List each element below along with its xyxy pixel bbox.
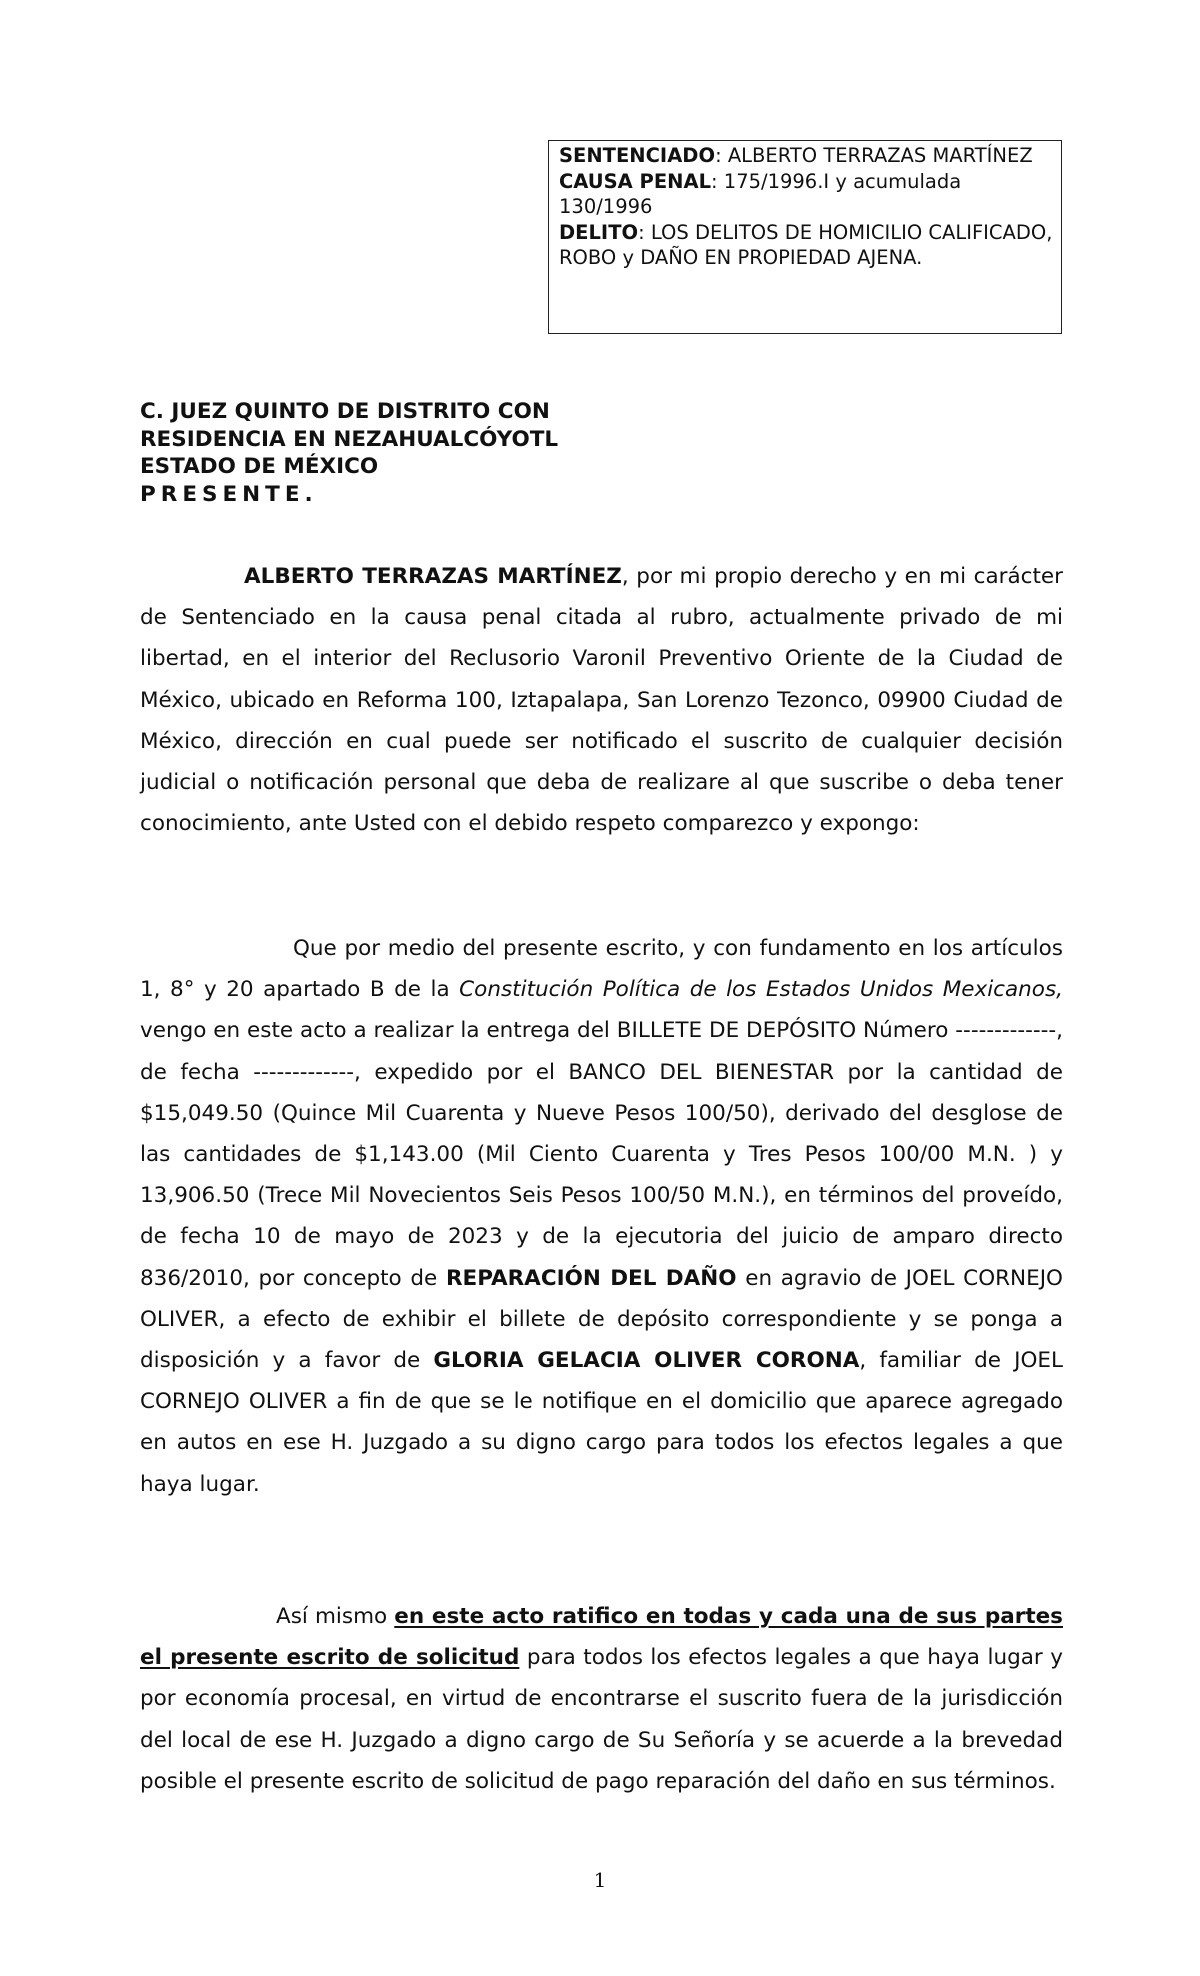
introduction-text: , por mi propio derecho y en mi carácter de Sentenciado en la causa penal citada al rubro, actualmente privado de mi libertad, en el interior del Reclusorio Varonil Preventivo Oriente de la Ciudad de México, ubicado en Reforma 100, Iztapalapa, San Lorenzo Tezonco, 09900 Ciudad de México, dirección en cual puede ser notificado el suscrito de cualquier decisión judicial o notificación personal que deba de realizare al que suscribe o deba tener conocimiento, ante Usted con el debido respeto comparezco y expongo: bbox=[140, 564, 1063, 837]
delito-value: : LOS DELITOS DE HOMICILIO CALIFICADO, ROBO y DAÑO EN PROPIEDAD AJENA. bbox=[559, 220, 1053, 269]
reparacion-del-dano-term: REPARACIÓN DEL DAÑO bbox=[445, 1265, 737, 1291]
delito-label: DELITO bbox=[559, 220, 639, 244]
delito-field bbox=[559, 220, 1053, 271]
deposit-text-4: , familiar de JOEL CORNEJO OLIVER a fin de que se le notifique en el domicilio que aparece agregado en autos en ese H. Juzgado a su digno cargo para todos los efectos legales a que haya lugar. bbox=[140, 1348, 1063, 1497]
causa-penal-label: CAUSA PENAL bbox=[559, 169, 712, 193]
ratification-text-2: para todos los efectos legales a que haya lugar y por economía procesal, en virtud de encontrarse el suscrito fuera de la jurisdicción del local de ese H. Juzgado a digno cargo de Su Señoría y se acuerde a la brevedad posible el presente escrito de solicitud de pago reparación del daño en sus términos. bbox=[140, 1645, 1063, 1794]
addressee-presente: PRESENTE. bbox=[140, 481, 318, 507]
addressee-line-1: C. JUEZ QUINTO DE DISTRITO CON bbox=[140, 399, 550, 424]
deposit-text-1: Que por medio del presente escrito, y con fundamento en los artículos 1, 8° y 20 apartado B de la bbox=[140, 936, 1063, 1003]
sentenciado-field bbox=[559, 143, 1053, 169]
sentenciado-label: SENTENCIADO bbox=[559, 144, 716, 167]
ratification-underlined: en este acto ratifico en todas y cada una de sus partes el presente escrito de solicitud bbox=[140, 1604, 1063, 1671]
deposit-text-2: vengo en este acto a realizar la entrega del BILLETE DE DEPÓSITO Número -------------, de fecha -------------, expedido por el BANCO DEL BIENESTAR por la cantidad de $15,049.50 (Quince Mil Cuarenta y Nueve Pesos 100/50), derivado del desglose de las cantidades de $1,143.00 (Mil Ciento Cuarenta y Tres Pesos 100/00 M.N. ) y 13,906.50 (Trece Mil Novecientos Seis Pesos 100/50 M.N.), en términos del proveído, de fecha 10 de mayo de 2023 y de la ejecutoria del juicio de amparo directo 836/2010, por concepto de bbox=[140, 1018, 1063, 1291]
paragraph-introduction bbox=[140, 556, 1063, 844]
constitution-reference: Constitución Política de los Estados Unidos Mexicanos, bbox=[459, 977, 1063, 1003]
addressee-line-3: ESTADO DE MÉXICO bbox=[140, 454, 379, 479]
sentenciado-value: : ALBERTO TERRAZAS MARTÍNEZ bbox=[715, 144, 1033, 167]
paragraph-deposit bbox=[140, 928, 1063, 1505]
beneficiary-name: GLORIA GELACIA OLIVER CORONA bbox=[433, 1348, 860, 1374]
page-number: 1 bbox=[593, 1868, 607, 1892]
deposit-text-3: en agravio de JOEL CORNEJO OLIVER, a efecto de exhibir el billete de depósito correspondiente y se ponga a disposición y a favor de bbox=[140, 1265, 1063, 1374]
paragraph-ratification bbox=[140, 1596, 1063, 1802]
case-info-box bbox=[548, 140, 1062, 334]
addressee-block bbox=[140, 398, 840, 508]
ratification-text-1: Así mismo bbox=[276, 1604, 395, 1629]
causa-penal-value: : 175/1996.I y acumulada 130/1996 bbox=[559, 169, 962, 218]
causa-penal-field bbox=[559, 169, 1053, 220]
petitioner-name: ALBERTO TERRAZAS MARTÍNEZ bbox=[244, 564, 622, 589]
addressee-line-2: RESIDENCIA EN NEZAHUALCÓYOTL bbox=[140, 426, 559, 452]
